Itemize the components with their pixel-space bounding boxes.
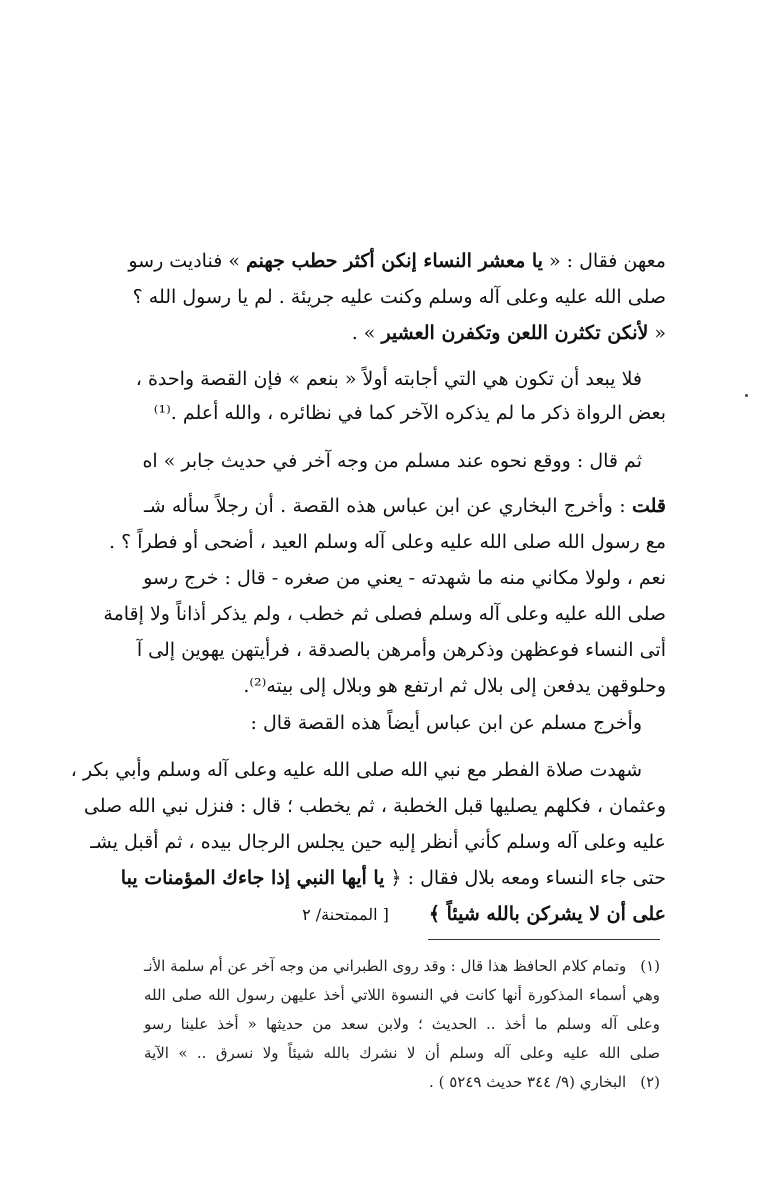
p4-line-5: أتى النساء فوعظهن وذكرهن وأمرهن بالصدقة ، فرأيتهن يهوين إلى آ: [136, 639, 666, 661]
qultu-keyword: قلت: [631, 495, 666, 517]
p1-line-1: معهن فقال : « يا معشر النساء إنكن أكثر حطب جهنم » فناديت رسو: [128, 250, 666, 272]
quran-verse-bold: على أن لا يشركن بالله شيئاً: [446, 903, 666, 925]
p1-line-3: « لأنكن تكثرن اللعن وتكفرن العشير » .: [351, 322, 666, 344]
hadith-quote-bold: يا معشر النساء إنكن أكثر حطب جهنم: [246, 250, 543, 272]
footnote-number: (١): [640, 957, 660, 975]
p4-line-3: نعم ، ولولا مكاني منه ما شهدته - يعني من صغره - قال : خرج رسو: [143, 567, 666, 589]
hadith-quote-bold: لأنكن تكثرن اللعن وتكفرن العشير: [381, 322, 649, 344]
p4-line-4: صلى الله عليه وعلى آله وسلم فصلى ثم خطب ، ولم يذكر أذاناً ولا إقامة: [103, 603, 666, 625]
footnote-1-line-2: وهي أسماء المذكورة أنها كانت في النسوة اللاتي أخذ عليهن رسول الله صلى الله: [144, 986, 660, 1004]
p6-line-3: عليه وعلى آله وسلم كأني أنظر إليه حين يجلس الرجال بيده ، ثم أقبل يشـ: [90, 831, 666, 853]
p4-line-2: مع رسول الله صلى الله عليه وعلى آله وسلم العيد ، أضحى أو فطراً ؟ .: [108, 531, 666, 553]
p6-line-1: شهدت صلاة الفطر مع نبي الله صلى الله عليه وعلى آله وسلم وأبي بكر ،: [70, 759, 642, 781]
p3-line-1: ثم قال : ووقع نحوه عند مسلم من وجه آخر في حديث جابر » اه: [142, 450, 642, 472]
p6-line-5: على أن لا يشركن بالله شيئاً ﴾[ الممتحنة/ ٢: [302, 903, 666, 925]
p4-line-6: وحلوقهن يدفعن إلى بلال ثم ارتفع هو وبلال إلى بيته⁽²⁾.: [243, 675, 666, 697]
footnote-separator: [428, 939, 660, 940]
footnote-1-line-3: وعلى آله وسلم ما أخذ .. الحديث ؛ ولابن سعد من حديثها « أخذ علينا رسو: [144, 1015, 660, 1033]
p6-line-4: حتى جاء النساء ومعه بلال فقال : ﴿ يا أيها النبي إذا جاءك المؤمنات يبا: [120, 867, 666, 889]
footnote-1-line-4: صلى الله عليه وعلى آله وسلم أن لا نشرك بالله شيئاً ولا نسرق .. » الآية: [144, 1044, 660, 1062]
p4-line-1: قلت : وأخرج البخاري عن ابن عباس هذه القصة . أن رجلاً سأله شـ: [144, 495, 666, 517]
margin-dot: [745, 394, 748, 397]
p6-line-2: وعثمان ، فكلهم يصليها قبل الخطبة ، ثم يخطب ؛ قال : فنزل نبي الله صلى: [83, 795, 666, 817]
p1-line-2: صلى الله عليه وعلى آله وسلم وكنت عليه جريئة . لم يا رسول الله ؟: [132, 286, 666, 308]
surah-reference: [ الممتحنة/ ٢: [302, 905, 389, 924]
p2-line-1: فلا يبعد أن تكون هي التي أجابته أولاً « بنعم » فإن القصة واحدة ،: [135, 368, 642, 390]
p2-line-2: بعض الرواة ذكر ما لم يذكره الآخر كما في نظائره ، والله أعلم .⁽¹⁾: [153, 402, 666, 424]
quran-verse-bold: يا أيها النبي إذا جاءك المؤمنات يبا: [120, 867, 385, 889]
footnote-number: (٢): [640, 1073, 660, 1091]
footnote-2: (٢)البخاري (٩/ ٣٤٤ حديث ٥٢٤٩ ) .: [429, 1073, 660, 1091]
footnote-1-line-1: (١)وتمام كلام الحافظ هذا قال : وقد روى الطبراني من وجه آخر عن أم سلمة الأنـ: [144, 957, 660, 975]
p5-line-1: وأخرج مسلم عن ابن عباس أيضاً هذه القصة قال :: [250, 712, 642, 734]
